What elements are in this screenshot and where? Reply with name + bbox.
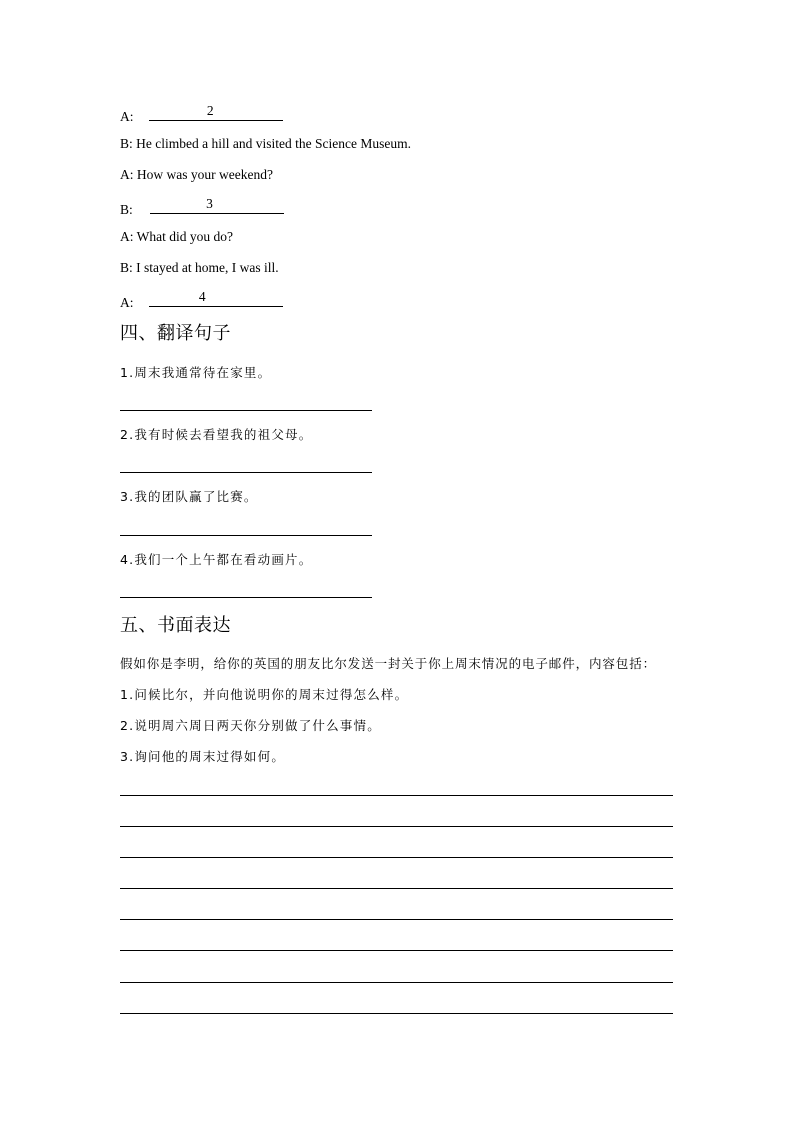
translate-item-4: 4.我们一个上午都在看动画片。 (120, 552, 313, 567)
writing-point-2: 2.说明周六周日两天你分别做了什么事情。 (120, 718, 381, 733)
answer-blank-3[interactable] (150, 197, 284, 214)
writing-line[interactable] (120, 919, 673, 920)
speaker-label: B: (120, 202, 133, 217)
blank-number: 4 (198, 289, 206, 304)
speaker-label: A: (120, 295, 134, 310)
writing-line[interactable] (120, 826, 673, 827)
blank-number: 3 (206, 196, 213, 211)
answer-blank-2[interactable] (149, 104, 283, 121)
answer-line[interactable] (120, 472, 372, 473)
dialogue-text: What did you do? (136, 229, 233, 244)
answer-line[interactable] (120, 535, 372, 536)
dialogue-line-3 (120, 166, 273, 184)
dialogue-line-4 (120, 197, 284, 219)
section-5-title: 五、书面表达 (120, 615, 231, 636)
section-4-title: 四、翻译句子 (120, 323, 231, 344)
dialogue-text: I stayed at home, I was ill. (136, 260, 279, 275)
writing-line[interactable] (120, 888, 673, 889)
dialogue-line-6 (120, 259, 279, 277)
answer-line[interactable] (120, 597, 372, 598)
speaker-label: B: (120, 260, 133, 275)
answer-blank-4[interactable] (149, 290, 283, 307)
writing-line[interactable] (120, 1013, 673, 1014)
writing-line[interactable] (120, 795, 673, 796)
dialogue-line-2 (120, 135, 411, 153)
speaker-label: B: (120, 136, 133, 151)
answer-line[interactable] (120, 410, 372, 411)
dialogue-text: He climbed a hill and visited the Science Museum. (136, 136, 411, 151)
writing-line[interactable] (120, 857, 673, 858)
blank-number: 2 (206, 103, 214, 118)
translate-item-2: 2.我有时候去看望我的祖父母。 (120, 427, 313, 442)
dialogue-line-1 (120, 104, 283, 126)
dialogue-line-5 (120, 228, 233, 246)
speaker-label: A: (120, 229, 134, 244)
dialogue-line-7 (120, 290, 283, 312)
writing-line[interactable] (120, 982, 673, 983)
translate-item-3: 3.我的团队赢了比赛。 (120, 489, 258, 504)
translate-item-1: 1.周末我通常待在家里。 (120, 365, 272, 380)
writing-prompt: 假如你是李明，给你的英国的朋友比尔发送一封关于你上周末情况的电子邮件，内容包括： (120, 656, 657, 671)
dialogue-text: How was your weekend? (136, 167, 273, 182)
speaker-label: A: (120, 167, 134, 182)
writing-point-3: 3.询问他的周末过得如何。 (120, 749, 286, 764)
writing-point-1: 1.问候比尔，并向他说明你的周末过得怎么样。 (120, 687, 409, 702)
writing-line[interactable] (120, 950, 673, 951)
speaker-label: A: (120, 109, 134, 124)
